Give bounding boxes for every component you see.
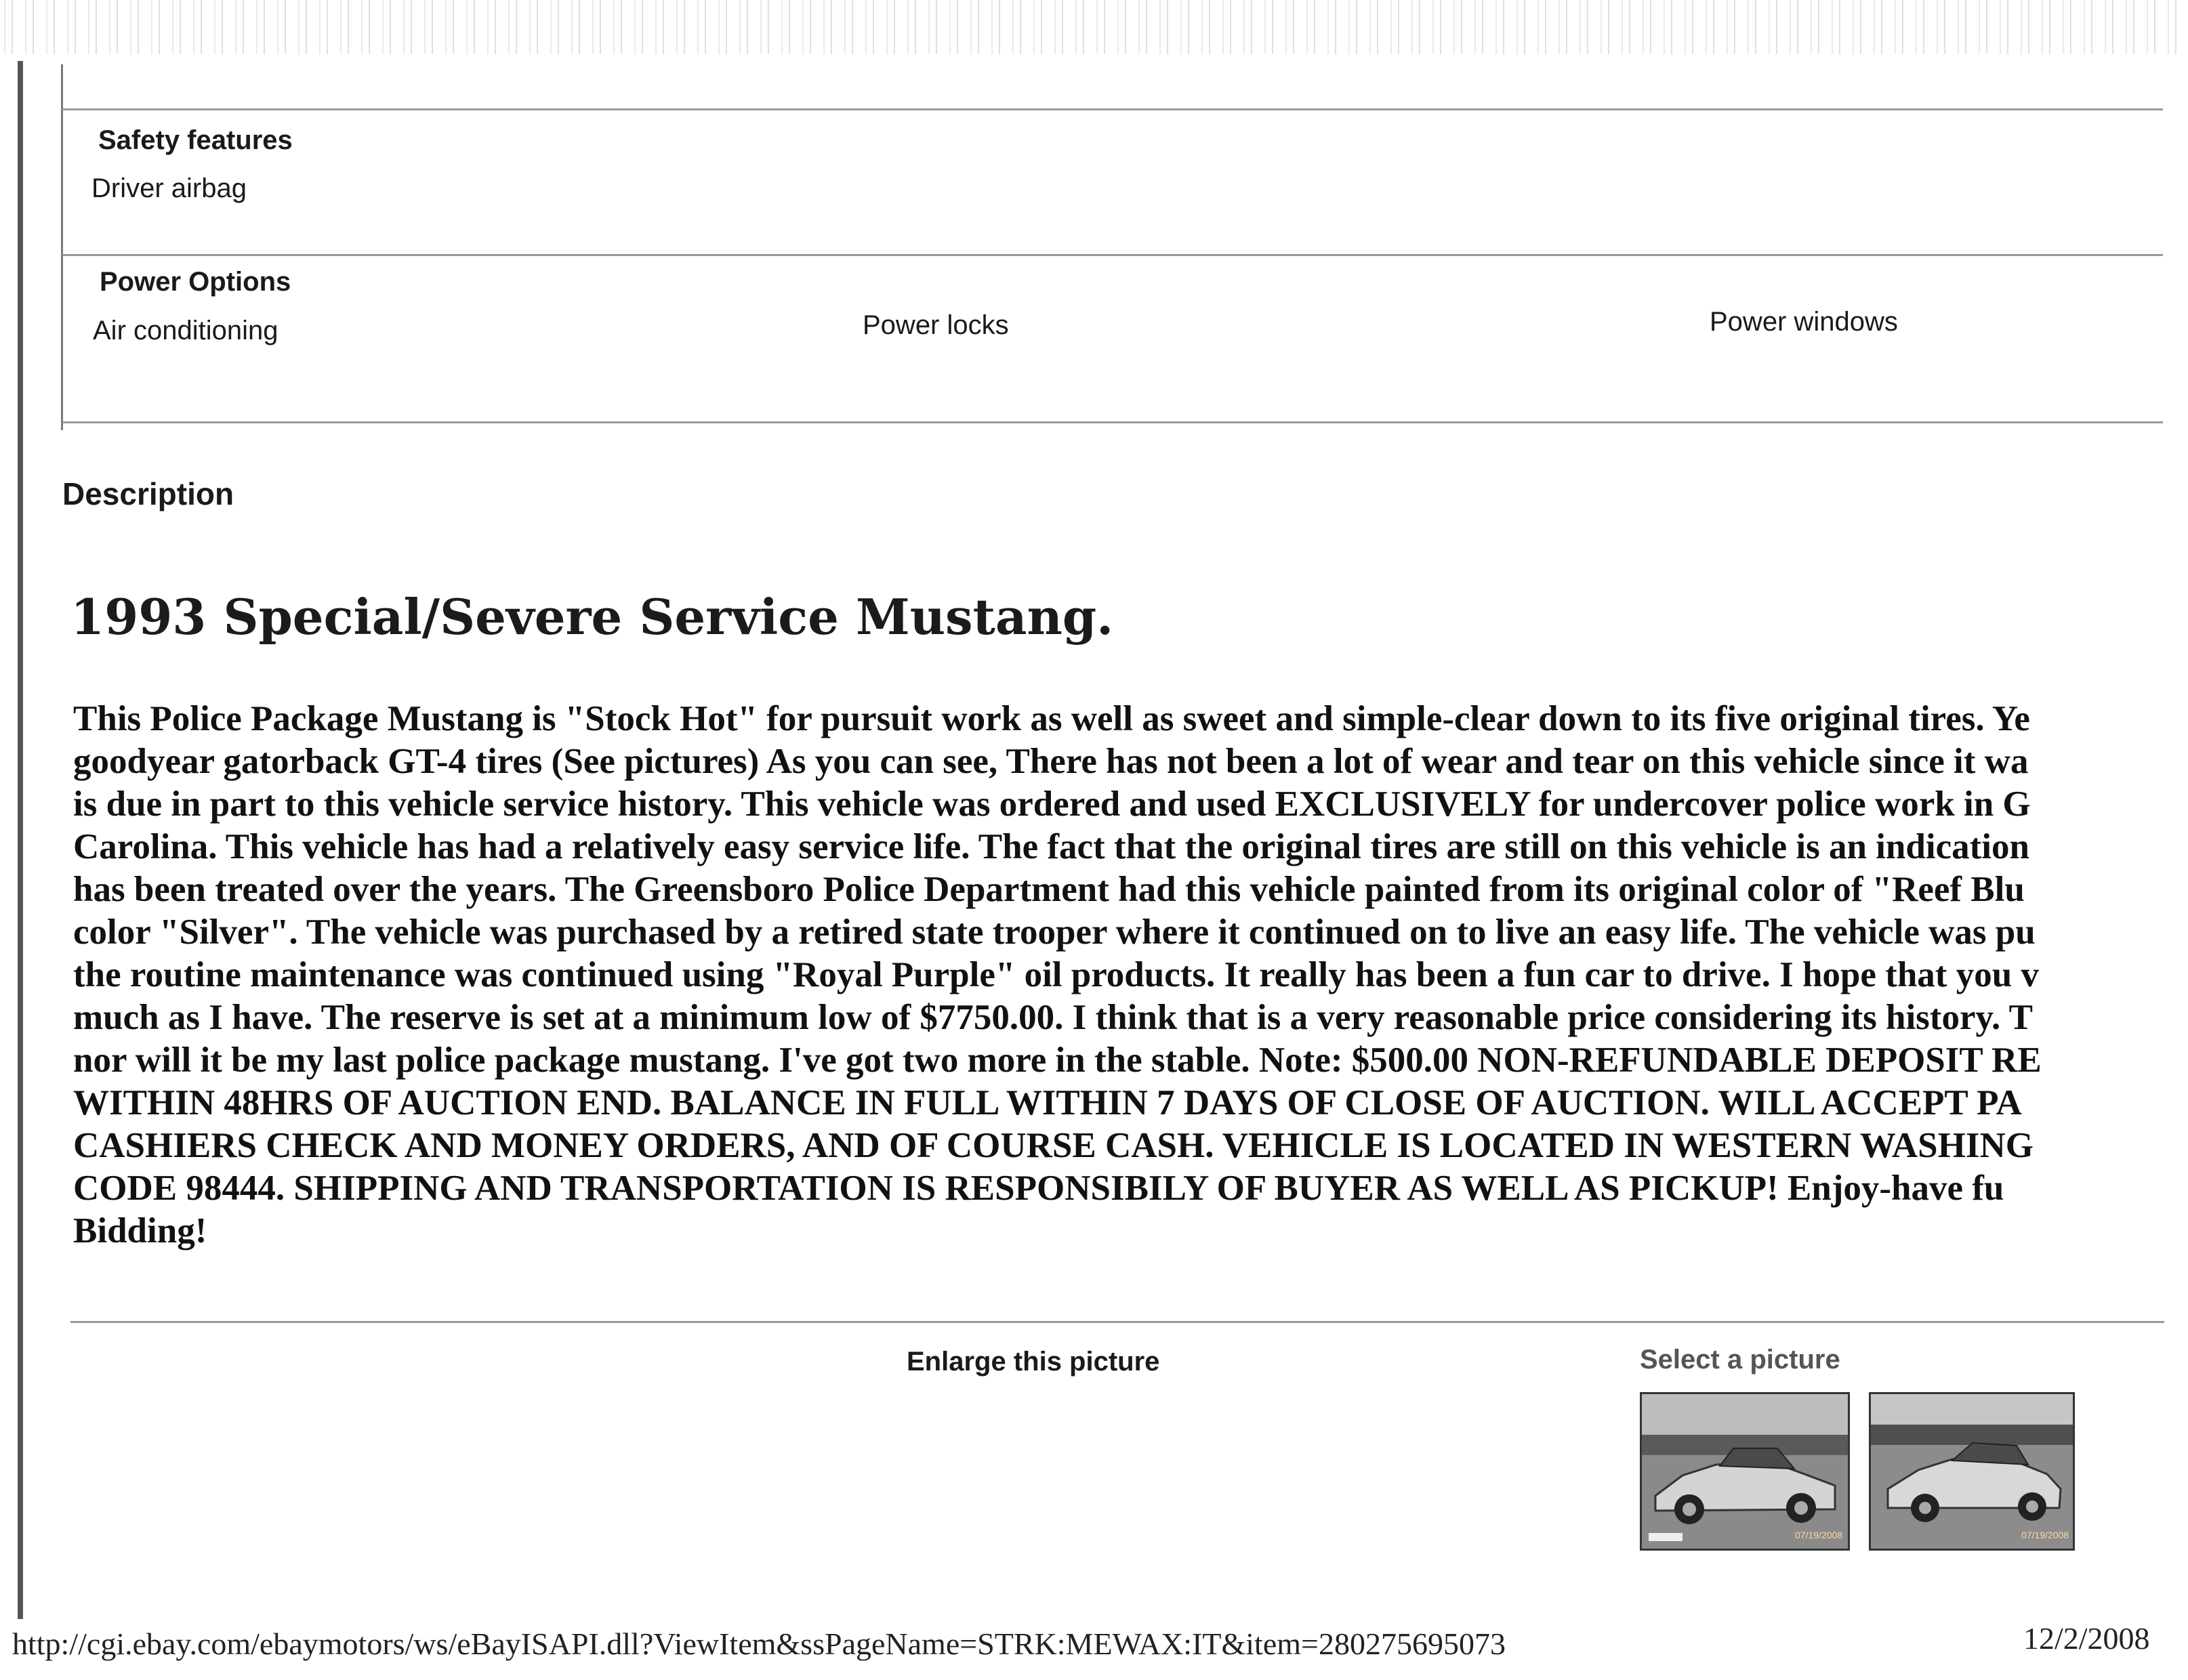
car-photo-2-icon xyxy=(1871,1394,2073,1549)
description-line: goodyear gatorback GT-4 tires (See pictures) As you can see, There has not been a lot of wear and tear on this vehicle since it wa xyxy=(73,742,2029,781)
select-picture-label: Select a picture xyxy=(1640,1345,1840,1374)
listing-title: 1993 Special/Severe Service Mustang. xyxy=(70,588,1114,646)
safety-item-driver-airbag: Driver airbag xyxy=(91,173,247,203)
features-bottom-divider xyxy=(62,421,2163,423)
page-url: http://cgi.ebay.com/ebaymotors/ws/eBayISAPI.dll?ViewItem&ssPageName=STRK:MEWAX:IT&item=280275695073 xyxy=(12,1626,1506,1661)
description-line: Bidding! xyxy=(73,1211,207,1251)
power-item-power-locks: Power locks xyxy=(863,310,1009,340)
description-heading: Description xyxy=(62,476,234,511)
pictures-divider xyxy=(70,1321,2164,1323)
power-item-power-windows: Power windows xyxy=(1710,307,1898,337)
description-line: color "Silver". The vehicle was purchased by a retired state trooper where it continued on to live an easy life. The vehicle was pu xyxy=(73,912,2036,952)
description-line: CODE 98444. SHIPPING AND TRANSPORTATION IS RESPONSIBILY OF BUYER AS WELL AS PICKUP! Enjoy-have fu xyxy=(73,1169,2004,1208)
features-top-divider xyxy=(62,108,2163,110)
description-line: Carolina. This vehicle has had a relatively easy service life. The fact that the original tires are still on this vehicle is an indication xyxy=(73,827,2029,866)
enlarge-picture-link[interactable]: Enlarge this picture xyxy=(907,1347,1160,1377)
description-line: much as I have. The reserve is set at a minimum low of $7750.00. I think that is a very reasonable price considering its history. T xyxy=(73,998,2033,1037)
scan-noise-strip xyxy=(0,0,2188,54)
thumbnail-2[interactable] xyxy=(1869,1392,2075,1551)
description-line: CASHIERS CHECK AND MONEY ORDERS, AND OF COURSE CASH. VEHICLE IS LOCATED IN WESTERN WASHING xyxy=(73,1126,2034,1165)
description-line: WITHIN 48HRS OF AUCTION END. BALANCE IN FULL WITHIN 7 DAYS OF CLOSE OF AUCTION. WILL ACCEPT PA xyxy=(73,1083,2022,1122)
description-line: has been treated over the years. The Greensboro Police Department had this vehicle painted from its original color of "Reef Blu xyxy=(73,870,2025,909)
description-body xyxy=(73,698,2167,1253)
photo-date-stamp: 07/19/2008 xyxy=(1795,1530,1843,1540)
thumbnail-1[interactable] xyxy=(1640,1392,1850,1551)
print-date: 12/2/2008 xyxy=(2023,1621,2150,1656)
safety-features-heading: Safety features xyxy=(98,125,293,155)
features-middle-divider xyxy=(62,254,2163,256)
description-line: is due in part to this vehicle service history. This vehicle was ordered and used EXCLUSIVELY for undercover police work in G xyxy=(73,784,2031,824)
power-item-air-conditioning: Air conditioning xyxy=(93,316,278,345)
power-options-heading: Power Options xyxy=(100,267,291,297)
car-photo-1-icon xyxy=(1642,1394,1848,1549)
description-line: nor will it be my last police package mustang. I've got two more in the stable. Note: $500.00 NON-REFUNDABLE DEPOSIT RE xyxy=(73,1041,2042,1080)
features-box-left-border xyxy=(61,64,63,430)
description-line: the routine maintenance was continued using "Royal Purple" oil products. It really has been a fun car to drive. I hope that you v xyxy=(73,955,2039,994)
photo-date-stamp: 07/19/2008 xyxy=(2021,1530,2069,1540)
page-edge-bar xyxy=(18,61,23,1619)
description-line: This Police Package Mustang is "Stock Hot" for pursuit work as well as sweet and simple-clear down to its five original tires. Ye xyxy=(73,699,2030,738)
